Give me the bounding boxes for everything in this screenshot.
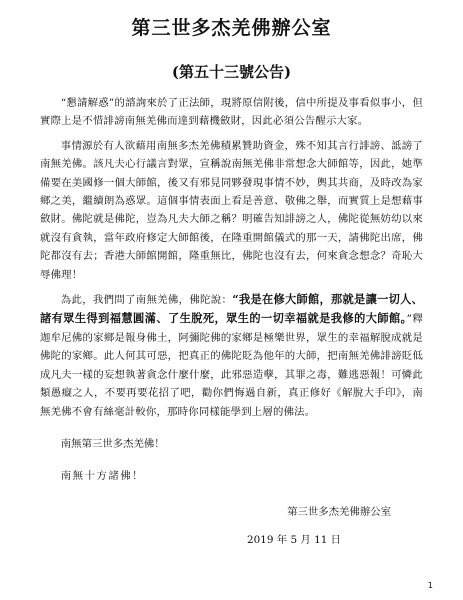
- announcement-number: (第五十三號公告): [171, 63, 292, 81]
- paragraph-3: [40, 290, 423, 421]
- paragraph-3-quote: “我是在修大師館，那就是讓一切人、諸有眾生得到福慧圓滿、了生脫死，眾生的一切幸福就是我修的大師館。: [40, 292, 423, 326]
- page-number: 1: [427, 581, 433, 590]
- paragraph-3-body: ”釋迦牟尼佛的家鄉是報身佛土，阿彌陀佛的家鄉是極樂世界，眾生的幸福解脫成就是佛陀的家鄉。此人何其可惡，把真正的佛陀貶為他年的大師，把南無羌佛誹謗貶低成凡夫一樣的妄想執著貪念什麼什麼，此邪惡造孽，其罪之毒，難逃惡報！可憐此類愚癡之人，不要再要花招了吧，勸你們悔過自新，真正修好《解脫大手印》，南無羌佛不會有絲毫計較你，那時你同樣能學到上層的佛法。: [40, 313, 423, 418]
- paragraph-2: 事情源於有人欲藉用南無多杰羌佛積累贊助資金，殊不知其言行誹謗、詆謗了南無羌佛。該凡夫心行議言對眾，宣稱說南無羌佛非常想念大師館等，因此，她準備要在美國修一個大師館，後又有邪見同夥發現事情不妙，輿其共商，及時改為家鄉之美，繼續朗為惑眾。這個事情表面上看是善意、敬佛之舉，而實質上是想藉事斂財。佛陀就是佛陀，豈為凡夫大師之稱？明確告知誹謗之人，佛陀從無妨幼以來就沒有貪執，當年政府修定大師館後，在隆重開館儀式的那一天，請佛陀出席，佛陀都沒有去；香港大師館開館，隆重無比，佛陀也沒有去，何來貪念想念？奇恥大辱佛理！: [40, 139, 423, 281]
- paragraph-1: “懇請解惑”的諮詢來於了正法師，現將原信附後，信中所提及事看似事小，但實際上是不惜誹謗南無羌佛而達到藉機斂財，因此必須公告醒示大家。: [40, 97, 423, 128]
- document-title: 第三世多杰羌佛辦公室: [131, 17, 332, 39]
- signature-date: 2019 年 5 月 11 日: [247, 533, 341, 546]
- closing-line-1: 南無第三世多杰羌佛！: [60, 437, 165, 450]
- closing-line-2: 南無十方諸佛！: [60, 469, 145, 482]
- paragraph-3-intro: 為此，我們問了南無羌佛，佛陀說：: [60, 294, 233, 307]
- signature-office: 第三世多杰羌佛辦公室: [287, 505, 391, 518]
